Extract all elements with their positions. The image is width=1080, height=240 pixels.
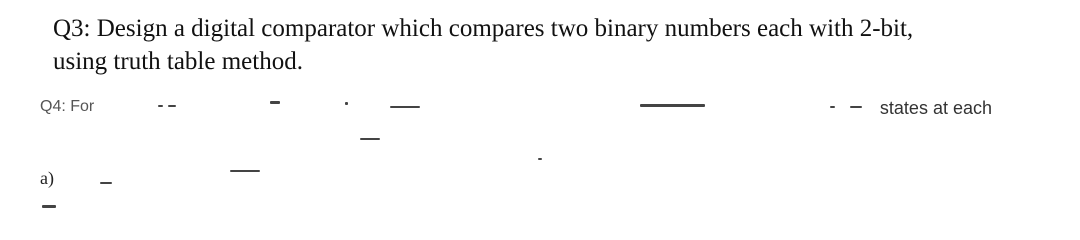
ink-speck <box>538 158 542 160</box>
ink-speck <box>158 105 163 107</box>
ink-speck <box>270 101 280 104</box>
ink-speck <box>850 106 862 108</box>
ink-speck <box>360 138 380 140</box>
question-3 <box>53 12 1063 78</box>
question-3-line-1: Q3: Design a digital comparator which compares two binary numbers each with 2-bit, <box>53 15 914 42</box>
question-4-fragment: Q4: For <box>40 98 95 115</box>
question-4-partial <box>40 95 1040 125</box>
ink-speck <box>830 106 835 108</box>
ink-speck <box>100 182 112 184</box>
ink-speck <box>42 205 56 208</box>
ink-speck <box>230 170 260 172</box>
ink-speck <box>640 104 705 107</box>
ink-speck <box>345 102 348 105</box>
question-3-line-2: using truth table method. <box>53 48 303 75</box>
question-4-right-fragment: states at each <box>879 98 992 118</box>
ink-speck <box>390 106 420 108</box>
item-a-label: a) <box>40 168 54 188</box>
ink-speck <box>168 105 176 107</box>
